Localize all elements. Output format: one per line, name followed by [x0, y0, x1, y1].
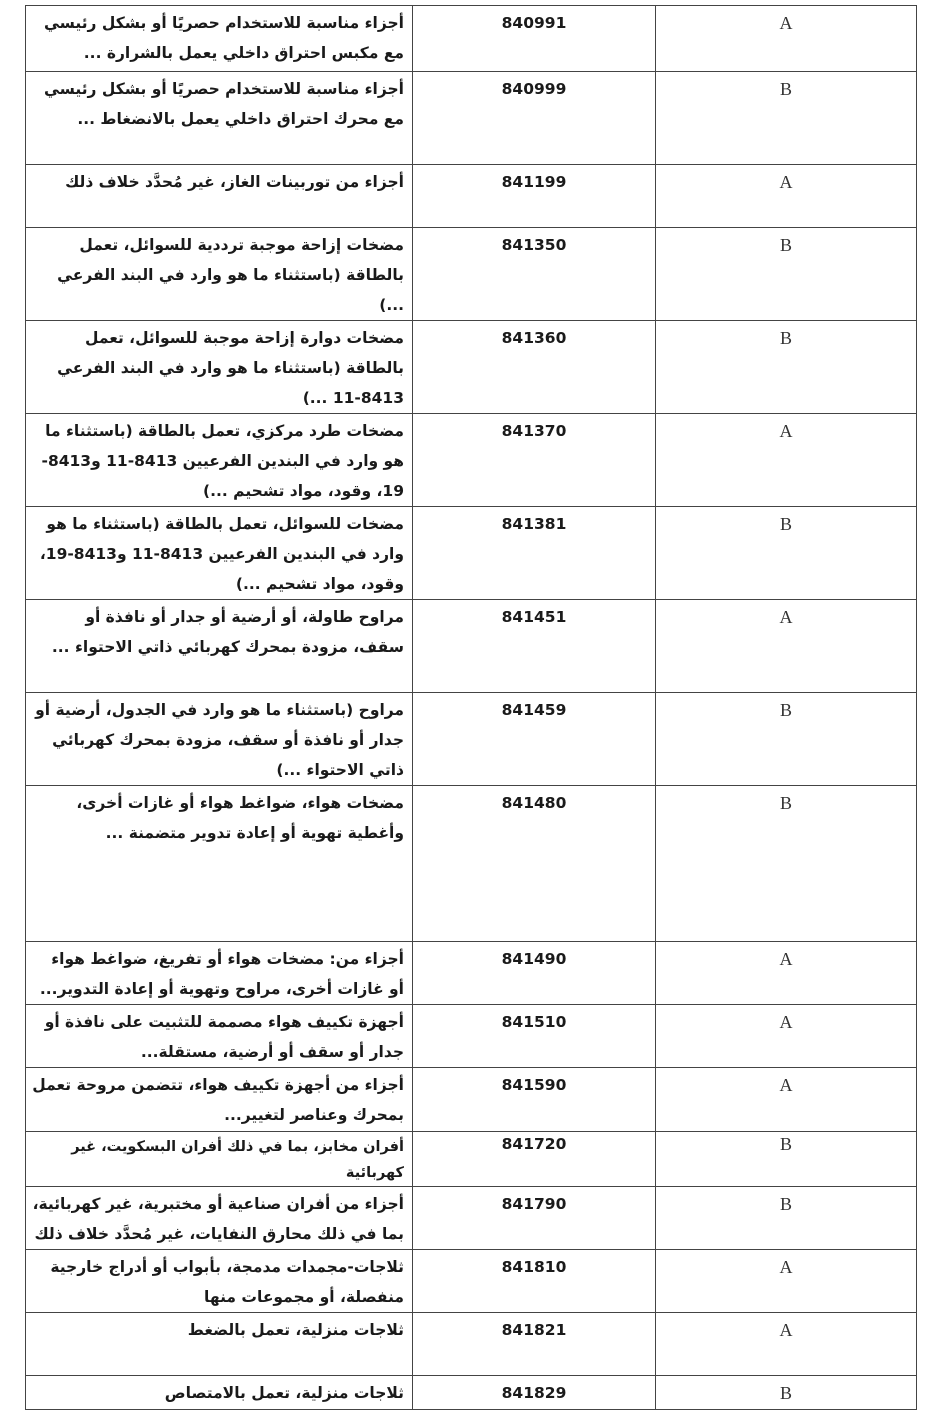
description-cell: [26, 1132, 413, 1187]
item-description: مضخات هواء، ضواغط هواء أو غازات أخرى، وأغطية تهوية أو إعادة تدوير متضمنة ...: [76, 794, 404, 842]
item-description: أجزاء مناسبة للاستخدام حصريًا أو بشكل رئيسي مع محرك احتراق داخلي يعمل بالانضغاط ...: [43, 80, 404, 128]
description-cell: [26, 507, 413, 600]
code-cell: [413, 693, 656, 786]
category-label: A: [779, 1075, 793, 1095]
table-row: [26, 1132, 917, 1187]
description-cell: [26, 600, 413, 693]
category-label: B: [779, 700, 792, 720]
category-cell: [656, 1132, 917, 1187]
item-description: أجزاء من أفران صناعية أو مختبرية، غير كهربائية، بما في ذلك محارق النفايات، غير مُحدَّد خلاف ذلك: [32, 1195, 404, 1243]
item-description: مراوح طاولة، أو أرضية أو جدار أو نافذة أو سقف، مزودة بمحرك كهربائي ذاتي الاحتواء ...: [51, 608, 404, 656]
description-cell: [26, 165, 413, 228]
category-cell: [656, 165, 917, 228]
description-cell: [26, 72, 413, 165]
hs-code: 841370: [501, 422, 567, 440]
hs-code: 841490: [501, 950, 567, 968]
category-label: A: [779, 13, 793, 33]
hs-code: 841590: [501, 1076, 567, 1094]
description-cell: [26, 786, 413, 942]
table-row: [26, 1376, 917, 1410]
description-cell: [26, 1068, 413, 1132]
category-label: B: [779, 1134, 792, 1154]
code-cell: [413, 321, 656, 414]
item-description: أجهزة تكييف هواء مصممة للتثبيت على نافذة أو جدار أو سقف أو أرضية، مستقلة...: [44, 1013, 404, 1061]
category-label: B: [779, 1383, 792, 1403]
category-cell: [656, 1005, 917, 1068]
category-cell: [656, 414, 917, 507]
hs-code: 841199: [501, 173, 567, 191]
description-cell: [26, 693, 413, 786]
category-cell: [656, 786, 917, 942]
category-label: B: [779, 1194, 792, 1214]
description-cell: [26, 1313, 413, 1376]
item-description: ثلاجات منزلية، تعمل بالامتصاص: [164, 1384, 404, 1402]
category-label: A: [779, 949, 793, 969]
table-row: [26, 1068, 917, 1132]
item-description: أجزاء من أجهزة تكييف هواء، تتضمن مروحة تعمل بمحرك وعناصر لتغيير...: [32, 1076, 404, 1124]
category-label: B: [779, 514, 792, 534]
hs-code: 841350: [501, 236, 567, 254]
item-description: مضخات طرد مركزي، تعمل بالطاقة (باستثناء ما هو وارد في البندين الفرعيين 8413-11 و8413-19، وقود، مواد تشحيم ...): [41, 422, 404, 500]
table-row: [26, 1313, 917, 1376]
table-row: [26, 165, 917, 228]
item-description: أجزاء من توربينات الغاز، غير مُحدَّد خلاف ذلك: [65, 173, 404, 191]
hs-code: 841381: [501, 515, 567, 533]
item-description: مضخات للسوائل، تعمل بالطاقة (باستثناء ما هو وارد في البندين الفرعيين 8413-11 و8413-19، وقود، مواد تشحيم ...): [39, 515, 404, 593]
code-cell: [413, 507, 656, 600]
category-label: A: [779, 1320, 793, 1340]
item-description: أجزاء من: مضخات هواء أو تفريغ، ضواغط هواء أو غازات أخرى، مراوح وتهوية أو إعادة التدوير...: [39, 950, 404, 998]
description-cell: [26, 228, 413, 321]
hs-code: 841360: [501, 329, 567, 347]
description-cell: [26, 1005, 413, 1068]
hs-code: 841821: [501, 1321, 567, 1339]
item-description: مضخات إزاحة موجبة ترددية للسوائل، تعمل بالطاقة (باستثناء ما هو وارد في البند الفرعي ...): [57, 236, 404, 314]
table-row: [26, 693, 917, 786]
code-cell: [413, 6, 656, 72]
category-cell: [656, 6, 917, 72]
tariff-table-body: [26, 6, 917, 1410]
description-cell: [26, 321, 413, 414]
table-row: [26, 1187, 917, 1250]
category-label: A: [779, 607, 793, 627]
item-description: مضخات دوارة إزاحة موجبة للسوائل، تعمل بالطاقة (باستثناء ما هو وارد في البند الفرعي 8413-11 ...): [57, 329, 404, 407]
category-label: B: [779, 793, 792, 813]
category-cell: [656, 1313, 917, 1376]
category-label: A: [779, 1257, 793, 1277]
code-cell: [413, 1005, 656, 1068]
category-cell: [656, 1068, 917, 1132]
code-cell: [413, 786, 656, 942]
description-cell: [26, 1250, 413, 1313]
category-label: B: [779, 328, 792, 348]
category-cell: [656, 321, 917, 414]
category-cell: [656, 600, 917, 693]
hs-code: 841451: [501, 608, 567, 626]
hs-code: 841720: [501, 1135, 567, 1153]
hs-code: 841829: [501, 1384, 567, 1402]
table-row: [26, 321, 917, 414]
item-description: ثلاجات-مجمدات مدمجة، بأبواب أو أدراج خارجية منفصلة، أو مجموعات منها: [50, 1258, 404, 1306]
hs-code: 841810: [501, 1258, 567, 1276]
hs-code: 841790: [501, 1195, 567, 1213]
code-cell: [413, 228, 656, 321]
category-cell: [656, 942, 917, 1005]
hs-code: 841510: [501, 1013, 567, 1031]
code-cell: [413, 1376, 656, 1410]
category-label: A: [779, 421, 793, 441]
description-cell: [26, 1187, 413, 1250]
table-row: [26, 786, 917, 942]
item-description: ثلاجات منزلية، تعمل بالضغط: [187, 1321, 404, 1339]
description-cell: [26, 414, 413, 507]
table-row: [26, 507, 917, 600]
category-label: B: [779, 235, 792, 255]
code-cell: [413, 165, 656, 228]
category-label: A: [779, 1012, 793, 1032]
description-cell: [26, 942, 413, 1005]
code-cell: [413, 1250, 656, 1313]
hs-code: 840991: [501, 14, 567, 32]
code-cell: [413, 942, 656, 1005]
category-label: B: [779, 79, 792, 99]
code-cell: [413, 72, 656, 165]
table-row: [26, 600, 917, 693]
item-description: أفران مخابز، بما في ذلك أفران البسكويت، غير كهربائية: [71, 1139, 404, 1181]
category-cell: [656, 1187, 917, 1250]
hs-code: 840999: [501, 80, 567, 98]
category-label: A: [779, 172, 793, 192]
category-cell: [656, 507, 917, 600]
description-cell: [26, 6, 413, 72]
category-cell: [656, 72, 917, 165]
table-row: [26, 942, 917, 1005]
item-description: أجزاء مناسبة للاستخدام حصريًا أو بشكل رئيسي مع مكبس احتراق داخلي يعمل بالشرارة ...: [43, 14, 404, 62]
table-row: [26, 228, 917, 321]
code-cell: [413, 1132, 656, 1187]
code-cell: [413, 414, 656, 507]
table-row: [26, 1250, 917, 1313]
code-cell: [413, 600, 656, 693]
item-description: مراوح (باستثناء ما هو وارد في الجدول، أرضية أو جدار أو نافذة أو سقف، مزودة بمحرك كهربائي ذاتي الاحتواء ...): [35, 701, 404, 779]
hs-code: 841480: [501, 794, 567, 812]
category-cell: [656, 1376, 917, 1410]
code-cell: [413, 1068, 656, 1132]
table-row: [26, 72, 917, 165]
tariff-table: [25, 5, 917, 1410]
category-cell: [656, 693, 917, 786]
table-row: [26, 6, 917, 72]
category-cell: [656, 228, 917, 321]
hs-code: 841459: [501, 701, 567, 719]
description-cell: [26, 1376, 413, 1410]
code-cell: [413, 1187, 656, 1250]
category-cell: [656, 1250, 917, 1313]
code-cell: [413, 1313, 656, 1376]
table-row: [26, 1005, 917, 1068]
table-row: [26, 414, 917, 507]
